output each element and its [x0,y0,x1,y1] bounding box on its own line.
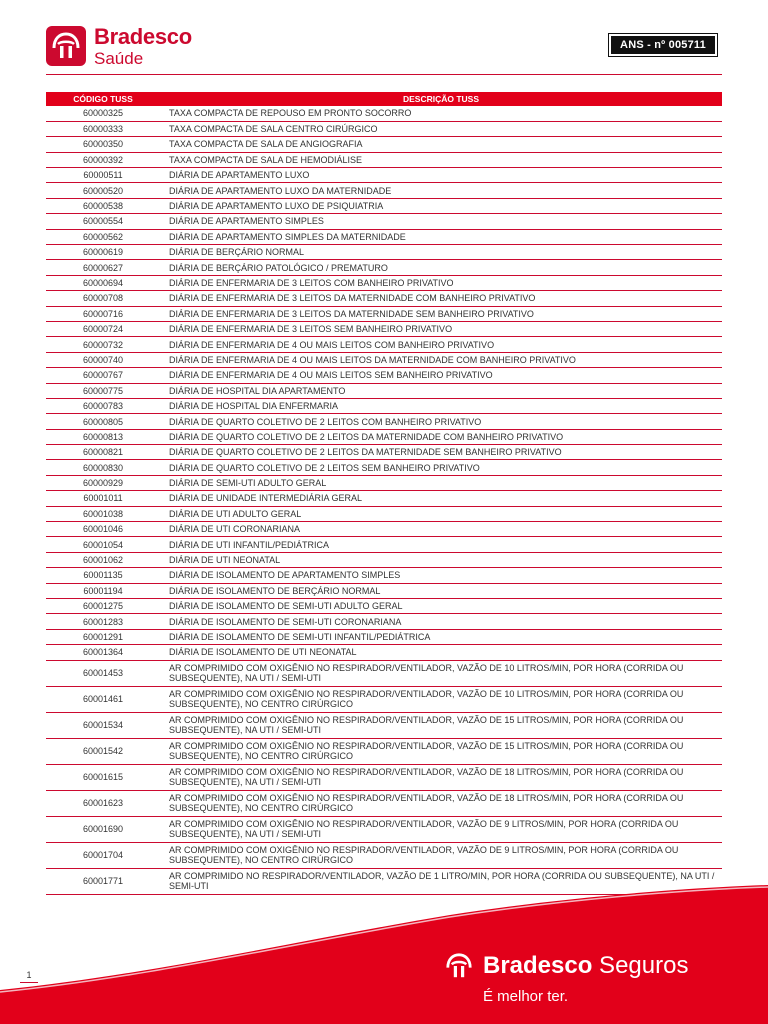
tuss-code-cell: 60001461 [46,686,160,712]
tuss-description-cell: DIÁRIA DE ISOLAMENTO DE SEMI-UTI CORONARIANA [160,614,722,629]
tuss-description-cell: DIÁRIA DE ENFERMARIA DE 3 LEITOS SEM BANHEIRO PRIVATIVO [160,321,722,336]
table-row [46,842,722,868]
table-row [46,291,722,306]
tuss-code-cell: 60000732 [46,337,160,352]
tuss-description-cell: DIÁRIA DE ISOLAMENTO DE APARTAMENTO SIMPLES [160,568,722,583]
tuss-code-cell: 60000775 [46,383,160,398]
brand-name: Bradesco [94,24,192,49]
tuss-code-cell: 60000783 [46,398,160,413]
table-row [46,106,722,121]
brand-subtitle: Saúde [94,49,144,68]
tuss-code-cell: 60000821 [46,445,160,460]
tuss-description-cell: TAXA COMPACTA DE REPOUSO EM PRONTO SOCORRO [160,106,722,121]
tuss-description-cell: AR COMPRIMIDO COM OXIGÊNIO NO RESPIRADOR/VENTILADOR, VAZÃO DE 9 LITROS/MIN, POR HORA (CORRIDA OU SUBSEQUENTE), NA UTI / SEMI-UTI [160,816,722,842]
table-row [46,152,722,167]
table-row [46,686,722,712]
table-row [46,790,722,816]
tuss-description-cell: DIÁRIA DE ISOLAMENTO DE SEMI-UTI INFANTIL/PEDIÁTRICA [160,629,722,644]
table-row [46,738,722,764]
table-row [46,352,722,367]
tuss-code-cell: 60000333 [46,121,160,136]
tuss-description-cell: DIÁRIA DE QUARTO COLETIVO DE 2 LEITOS DA MATERNIDADE COM BANHEIRO PRIVATIVO [160,429,722,444]
tuss-description-cell: DIÁRIA DE HOSPITAL DIA APARTAMENTO [160,383,722,398]
tuss-code-cell: 60001194 [46,583,160,598]
tuss-description-cell: TAXA COMPACTA DE SALA CENTRO CIRÚRGICO [160,121,722,136]
table-body [46,106,722,894]
tuss-description-cell: AR COMPRIMIDO COM OXIGÊNIO NO RESPIRADOR/VENTILADOR, VAZÃO DE 18 LITROS/MIN, POR HORA (CORRIDA OU SUBSEQUENTE), NA UTI / SEMI-UTI [160,764,722,790]
tuss-code-cell: 60000830 [46,460,160,475]
tuss-description-cell: AR COMPRIMIDO COM OXIGÊNIO NO RESPIRADOR/VENTILADOR, VAZÃO DE 18 LITROS/MIN, POR HORA (CORRIDA OU SUBSEQUENTE), NO CENTRO CIRÚRGICO [160,790,722,816]
tuss-code-cell: 60000767 [46,368,160,383]
footer-brand-name [483,952,688,980]
tuss-code-cell: 60001046 [46,522,160,537]
tuss-code-cell: 60001690 [46,816,160,842]
tuss-code-cell: 60000805 [46,414,160,429]
tuss-description-cell: AR COMPRIMIDO COM OXIGÊNIO NO RESPIRADOR/VENTILADOR, VAZÃO DE 15 LITROS/MIN, POR HORA (CORRIDA OU SUBSEQUENTE), NA UTI / SEMI-UTI [160,712,722,738]
tuss-table [46,92,722,895]
ans-registration-badge [608,33,718,57]
tuss-code-cell: 60001704 [46,842,160,868]
tuss-description-cell: AR COMPRIMIDO COM OXIGÊNIO NO RESPIRADOR/VENTILADOR, VAZÃO DE 9 LITROS/MIN, POR HORA (CORRIDA OU SUBSEQUENTE), NO CENTRO CIRÚRGICO [160,842,722,868]
tuss-code-cell: 60001135 [46,568,160,583]
table-row [46,383,722,398]
tuss-description-cell: DIÁRIA DE ENFERMARIA DE 4 OU MAIS LEITOS SEM BANHEIRO PRIVATIVO [160,368,722,383]
table-row [46,460,722,475]
tuss-code-cell: 60001534 [46,712,160,738]
tuss-description-cell: DIÁRIA DE APARTAMENTO LUXO DE PSIQUIATRIA [160,198,722,213]
table-row [46,168,722,183]
tuss-code-cell: 60001453 [46,660,160,686]
tuss-code-cell: 60001011 [46,491,160,506]
tuss-code-cell: 60001615 [46,764,160,790]
tuss-description-cell: AR COMPRIMIDO NO RESPIRADOR/VENTILADOR, VAZÃO DE 1 LITRO/MIN, POR HORA (CORRIDA OU SUBSEQUENTE), NA UTI / SEMI-UTI [160,868,722,894]
table-row [46,306,722,321]
page-number: 1 [20,970,38,983]
tuss-code-cell: 60000392 [46,152,160,167]
tuss-description-cell: DIÁRIA DE ISOLAMENTO DE BERÇÁRIO NORMAL [160,583,722,598]
tuss-code-cell: 60000627 [46,260,160,275]
table-row [46,645,722,660]
tuss-code-cell: 60001364 [46,645,160,660]
table-row [46,121,722,136]
tuss-description-cell: DIÁRIA DE APARTAMENTO LUXO [160,168,722,183]
footer-brand-bold: Bradesco [483,952,593,979]
table-row [46,445,722,460]
footer-tagline: É melhor ter. [483,988,569,1005]
table-row [46,183,722,198]
bradesco-seguros-logo-icon [443,950,475,982]
tuss-description-cell: DIÁRIA DE UNIDADE INTERMEDIÁRIA GERAL [160,491,722,506]
tuss-code-cell: 60001283 [46,614,160,629]
table-row [46,816,722,842]
table-row [46,537,722,552]
tuss-code-cell: 60001623 [46,790,160,816]
tuss-description-cell: AR COMPRIMIDO COM OXIGÊNIO NO RESPIRADOR/VENTILADOR, VAZÃO DE 15 LITROS/MIN, POR HORA (CORRIDA OU SUBSEQUENTE), NO CENTRO CIRÚRGICO [160,738,722,764]
tuss-code-cell: 60000520 [46,183,160,198]
tuss-code-cell: 60001771 [46,868,160,894]
table-row [46,260,722,275]
tuss-description-cell: DIÁRIA DE QUARTO COLETIVO DE 2 LEITOS DA MATERNIDADE SEM BANHEIRO PRIVATIVO [160,445,722,460]
tuss-code-cell: 60000350 [46,137,160,152]
tuss-code-cell: 60000619 [46,245,160,260]
tuss-description-cell: TAXA COMPACTA DE SALA DE ANGIOGRAFIA [160,137,722,152]
tuss-description-cell: DIÁRIA DE ENFERMARIA DE 4 OU MAIS LEITOS COM BANHEIRO PRIVATIVO [160,337,722,352]
tuss-code-cell: 60001291 [46,629,160,644]
tuss-code-cell: 60000929 [46,475,160,490]
tuss-code-cell: 60000554 [46,214,160,229]
table-row [46,398,722,413]
table-row [46,429,722,444]
column-header-code: CÓDIGO TUSS [46,92,160,106]
tuss-description-cell: DIÁRIA DE ENFERMARIA DE 3 LEITOS DA MATERNIDADE SEM BANHEIRO PRIVATIVO [160,306,722,321]
table-row [46,337,722,352]
tuss-description-cell: DIÁRIA DE QUARTO COLETIVO DE 2 LEITOS COM BANHEIRO PRIVATIVO [160,414,722,429]
footer-brand-light: Seguros [592,952,689,979]
tuss-description-cell: DIÁRIA DE BERÇÁRIO PATOLÓGICO / PREMATURO [160,260,722,275]
table-row [46,368,722,383]
column-header-description: DESCRIÇÃO TUSS [160,92,722,106]
tuss-description-cell: TAXA COMPACTA DE SALA DE HEMODIÁLISE [160,152,722,167]
tuss-code-cell: 60001054 [46,537,160,552]
tuss-description-cell: DIÁRIA DE APARTAMENTO SIMPLES DA MATERNIDADE [160,229,722,244]
tuss-code-cell: 60000694 [46,275,160,290]
tuss-description-cell: DIÁRIA DE QUARTO COLETIVO DE 2 LEITOS SEM BANHEIRO PRIVATIVO [160,460,722,475]
table-row [46,599,722,614]
table-row [46,229,722,244]
tuss-code-cell: 60001275 [46,599,160,614]
bradesco-seguros-logo [443,950,688,982]
table-row [46,275,722,290]
tuss-description-cell: DIÁRIA DE UTI CORONARIANA [160,522,722,537]
tuss-description-cell: AR COMPRIMIDO COM OXIGÊNIO NO RESPIRADOR/VENTILADOR, VAZÃO DE 10 LITROS/MIN, POR HORA (CORRIDA OU SUBSEQUENTE), NA UTI / SEMI-UTI [160,660,722,686]
tuss-code-cell: 60000716 [46,306,160,321]
tuss-table-container [46,92,722,895]
tuss-description-cell: DIÁRIA DE UTI NEONATAL [160,552,722,567]
tuss-description-cell: DIÁRIA DE ENFERMARIA DE 3 LEITOS COM BANHEIRO PRIVATIVO [160,275,722,290]
tuss-description-cell: DIÁRIA DE HOSPITAL DIA ENFERMARIA [160,398,722,413]
table-row [46,137,722,152]
table-header-row [46,92,722,106]
table-row [46,660,722,686]
tuss-description-cell: DIÁRIA DE APARTAMENTO SIMPLES [160,214,722,229]
tuss-code-cell: 60000325 [46,106,160,121]
tuss-code-cell: 60001038 [46,506,160,521]
table-row [46,614,722,629]
tuss-code-cell: 60000708 [46,291,160,306]
table-row [46,506,722,521]
tuss-code-cell: 60000724 [46,321,160,336]
tuss-code-cell: 60000740 [46,352,160,367]
tuss-description-cell: DIÁRIA DE APARTAMENTO LUXO DA MATERNIDADE [160,183,722,198]
table-row [46,568,722,583]
tuss-code-cell: 60001542 [46,738,160,764]
tuss-description-cell: DIÁRIA DE ENFERMARIA DE 4 OU MAIS LEITOS DA MATERNIDADE COM BANHEIRO PRIVATIVO [160,352,722,367]
tuss-description-cell: DIÁRIA DE UTI ADULTO GERAL [160,506,722,521]
tuss-description-cell: DIÁRIA DE ENFERMARIA DE 3 LEITOS DA MATERNIDADE COM BANHEIRO PRIVATIVO [160,291,722,306]
table-row [46,414,722,429]
tuss-description-cell: DIÁRIA DE BERÇÁRIO NORMAL [160,245,722,260]
table-row [46,214,722,229]
table-row [46,475,722,490]
bradesco-logo-icon [46,26,86,66]
table-row [46,764,722,790]
bradesco-saude-logo [46,26,192,67]
table-row [46,198,722,213]
table-row [46,491,722,506]
tuss-code-cell: 60000562 [46,229,160,244]
ans-registration-label: ANS - nº 005711 [611,36,715,54]
table-row [46,629,722,644]
table-row [46,321,722,336]
tuss-description-cell: DIÁRIA DE ISOLAMENTO DE UTI NEONATAL [160,645,722,660]
tuss-code-cell: 60001062 [46,552,160,567]
table-row [46,522,722,537]
tuss-code-cell: 60000511 [46,168,160,183]
tuss-description-cell: DIÁRIA DE UTI INFANTIL/PEDIÁTRICA [160,537,722,552]
table-row [46,552,722,567]
tuss-description-cell: DIÁRIA DE SEMI-UTI ADULTO GERAL [160,475,722,490]
tuss-code-cell: 60000538 [46,198,160,213]
table-row [46,245,722,260]
table-row [46,583,722,598]
table-row [46,712,722,738]
tuss-code-cell: 60000813 [46,429,160,444]
tuss-description-cell: DIÁRIA DE ISOLAMENTO DE SEMI-UTI ADULTO GERAL [160,599,722,614]
page-header [0,0,768,80]
header-divider [46,74,722,75]
tuss-description-cell: AR COMPRIMIDO COM OXIGÊNIO NO RESPIRADOR/VENTILADOR, VAZÃO DE 10 LITROS/MIN, POR HORA (CORRIDA OU SUBSEQUENTE), NO CENTRO CIRÚRGICO [160,686,722,712]
